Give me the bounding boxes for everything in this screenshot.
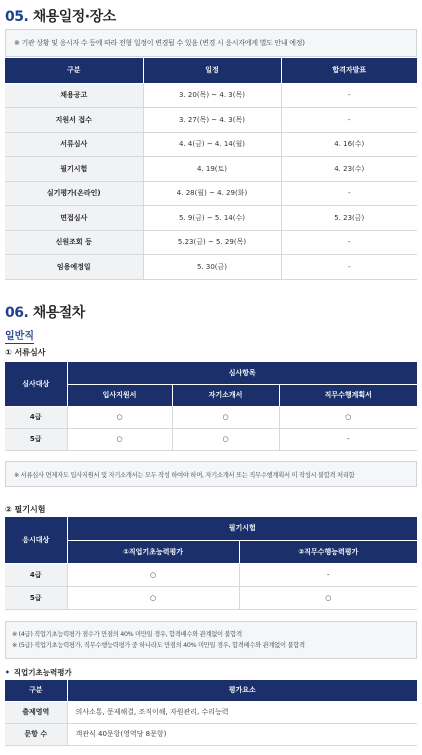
doc-review-table <box>5 362 417 451</box>
header-target: 응시대상 <box>5 517 67 563</box>
written-test-heading: ② 필기시험 <box>5 505 46 514</box>
header-schedule: 일정 <box>143 58 281 83</box>
header-target: 심사대상 <box>5 362 67 406</box>
table-row <box>5 428 417 450</box>
header-category: 구분 <box>5 680 67 701</box>
row-label: 면접심사 <box>5 206 143 231</box>
row-schedule: 4. 28(월) ~ 4. 29(화) <box>143 181 281 206</box>
header-job-ability: ②직무수행능력평가 <box>239 540 417 563</box>
row-value: 의사소통, 문제해결, 조직이해, 자원관리, 수리능력 <box>67 701 417 723</box>
cell-mark: ○ <box>67 563 239 586</box>
row-schedule: 3. 20(목) ~ 4. 3(목) <box>143 83 281 108</box>
section-05-title <box>5 6 116 26</box>
row-result: 4. 23(수) <box>281 157 417 182</box>
table-row <box>5 701 417 723</box>
table-row <box>5 83 417 108</box>
section-number: 06. <box>5 305 29 321</box>
table-row <box>5 206 417 231</box>
section-number: 05. <box>5 9 29 25</box>
row-label: 임용예정일 <box>5 255 143 280</box>
row-schedule: 4. 19(토) <box>143 157 281 182</box>
doc-review-note: ※ 서류심사 면제자도 입사지원서 및 자기소개서는 모두 작성 하여야 하며, 자기소개서 또는 직무수행계획서 미 작성시 불합격 처리함 <box>5 461 417 487</box>
row-label: 신원조회 등 <box>5 230 143 255</box>
row-grade: 5급 <box>5 428 67 450</box>
header-job-plan: 직무수행계획서 <box>279 384 417 406</box>
cell-mark: ○ <box>279 406 417 428</box>
row-schedule: 5. 9(금) ~ 5. 14(수) <box>143 206 281 231</box>
header-self-intro: 자기소개서 <box>172 384 279 406</box>
header-application: 입사지원서 <box>67 384 172 406</box>
section-title-text: 채용절차 <box>32 305 85 321</box>
row-schedule: 5.23(금) ~ 5. 29(목) <box>143 230 281 255</box>
header-result: 합격자발표 <box>281 58 417 83</box>
row-result: - <box>281 108 417 133</box>
cell-mark: ○ <box>67 586 239 609</box>
table-row <box>5 723 417 745</box>
table-row <box>5 406 417 428</box>
header-written-test: 필기시험 <box>67 517 417 540</box>
cell-mark: - <box>279 428 417 450</box>
basic-ability-table <box>5 680 417 746</box>
row-label: 출제영역 <box>5 701 67 723</box>
row-result: 4. 16(수) <box>281 132 417 157</box>
written-test-notes <box>5 621 417 659</box>
section-title-text: 채용일정·장소 <box>32 9 116 25</box>
table-row <box>5 132 417 157</box>
basic-ability-heading-text: 직업기초능력평가 <box>13 668 72 677</box>
header-elements: 평가요소 <box>67 680 417 701</box>
cell-mark: ○ <box>67 406 172 428</box>
table-row <box>5 157 417 182</box>
table-row <box>5 181 417 206</box>
schedule-table <box>5 58 417 280</box>
basic-ability-heading <box>5 667 72 678</box>
table-row <box>5 230 417 255</box>
cell-mark: ○ <box>239 586 417 609</box>
tab-general-staff[interactable]: 일반직 <box>5 327 34 344</box>
cell-mark: ○ <box>172 428 279 450</box>
header-review-items: 심사항목 <box>67 362 417 384</box>
header-category: 구분 <box>5 58 143 83</box>
note-line: ※ (4급) 직업기초능력평가 점수가 만점의 40% 미만일 경우, 합격배수와 관계없이 불합격 <box>12 631 242 638</box>
row-label: 필기시험 <box>5 157 143 182</box>
table-row <box>5 255 417 280</box>
row-label: 서류심사 <box>5 132 143 157</box>
row-value: 객관식 40문항(영역당 8문항) <box>67 723 417 745</box>
row-result: - <box>281 181 417 206</box>
note-line: ※ (5급) 직업기초능력평가, 직무수행능력평가 중 하나라도 만점의 40% 미만일 경우, 합격배수와 관계없이 불합격 <box>12 642 305 649</box>
cell-mark: - <box>239 563 417 586</box>
row-result: 5. 23(금) <box>281 206 417 231</box>
table-row <box>5 563 417 586</box>
table-row <box>5 586 417 609</box>
doc-review-heading: ① 서류심사 <box>5 348 46 357</box>
schedule-notice: ※ 기관 상황 및 응시자 수 등에 따라 전형 일정이 변경될 수 있음 (변경 시 응시자에게 별도 안내 예정) <box>5 29 417 57</box>
row-label: 지원서 접수 <box>5 108 143 133</box>
row-grade: 4급 <box>5 563 67 586</box>
section-06-title <box>5 302 85 322</box>
row-label: 실기평가(온라인) <box>5 181 143 206</box>
row-grade: 4급 <box>5 406 67 428</box>
header-basic-ability: ①직업기초능력평가 <box>67 540 239 563</box>
row-label: 문항 수 <box>5 723 67 745</box>
cell-mark: ○ <box>67 428 172 450</box>
row-schedule: 5. 30(금) <box>143 255 281 280</box>
bullet-icon: • <box>5 668 10 677</box>
row-result: - <box>281 230 417 255</box>
row-label: 채용공고 <box>5 83 143 108</box>
row-grade: 5급 <box>5 586 67 609</box>
row-result: - <box>281 255 417 280</box>
row-schedule: 3. 27(목) ~ 4. 3(목) <box>143 108 281 133</box>
table-row <box>5 108 417 133</box>
cell-mark: ○ <box>172 406 279 428</box>
row-schedule: 4. 4(금) ~ 4. 14(월) <box>143 132 281 157</box>
written-test-table <box>5 517 417 610</box>
row-result: - <box>281 83 417 108</box>
